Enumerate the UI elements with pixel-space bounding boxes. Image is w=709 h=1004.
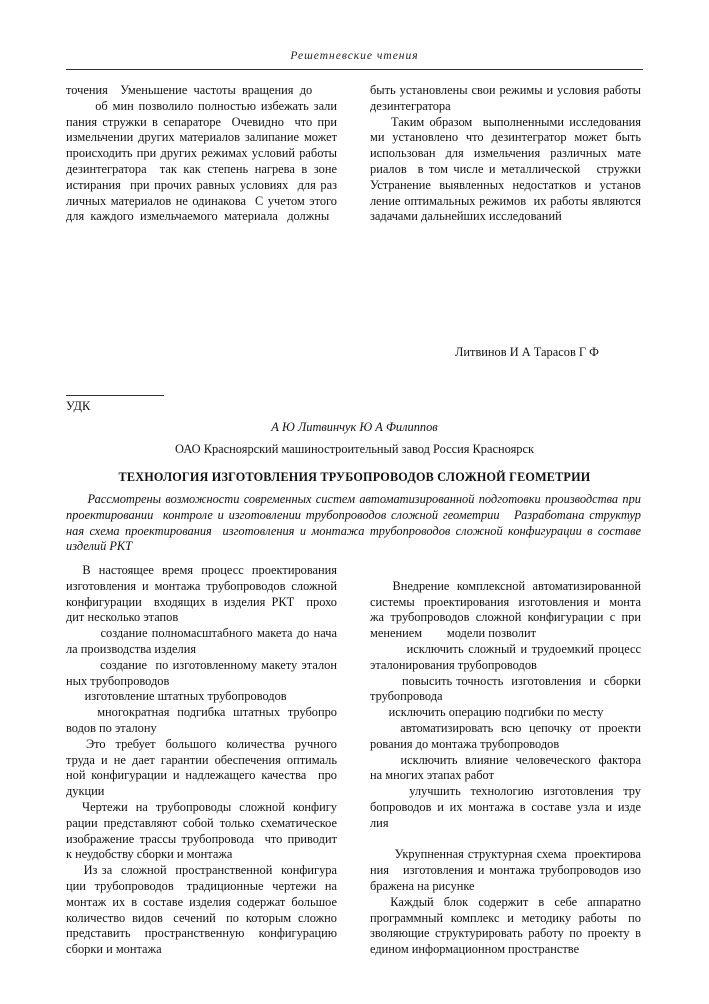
- organization: ОАО Красноярский машиностроительный завод Россия Красноярск: [175, 442, 534, 456]
- text-line: дукции: [66, 784, 105, 799]
- text-line: [370, 832, 641, 848]
- text-line: представить пространственную конфигурацию: [66, 926, 337, 941]
- text-line: менением модели позволит: [370, 626, 536, 641]
- abstract-line: Рассмотрены возможности современных систем автоматизированной подготовки производства при: [66, 492, 641, 506]
- text-line: бражена на рисунке: [370, 878, 475, 893]
- text-line: Это требует большого количества ручного: [66, 736, 337, 751]
- text-line: истирания при прочих равных условиях для раз: [66, 177, 337, 192]
- text-line: едином информационном пространстве: [370, 942, 580, 957]
- text-line: измельчении других материалов залипание может: [66, 130, 337, 145]
- header-rule: [66, 69, 643, 70]
- top-left-column: [66, 83, 337, 225]
- text-line: Чертежи на трубопроводы сложной конфигу: [66, 799, 337, 814]
- text-line: ния изготовления и монтажа трубопроводов изо: [370, 863, 641, 878]
- abstract-line: изделий РКТ: [66, 539, 133, 554]
- text-line: В настоящее время процесс проектирования: [66, 563, 337, 577]
- text-line: программный комплекс и методику работы по: [370, 910, 641, 925]
- text-line: Каждый блок содержит в себе аппаратно: [370, 894, 641, 909]
- text-line: исключить сложный и трудоемкий процесс: [370, 641, 641, 656]
- text-line: Из за сложной пространственной конфигура: [66, 863, 337, 878]
- text-line: повысить точность изготовления и сборки: [370, 673, 641, 688]
- text-line: происходить при других режимах условий работы: [66, 146, 337, 161]
- text-line: Таким образом выполненными исследования: [370, 114, 641, 129]
- text-line: ной конфигурации и надлежащего качества про: [66, 768, 337, 783]
- text-line: ции трубопроводов традиционные чертежи на: [66, 878, 337, 893]
- text-line: задачами дальнейших исследований: [370, 209, 562, 224]
- text-line: труда и не дает гарантии обеспечения оптималь: [66, 752, 337, 767]
- text-line: лия: [370, 815, 389, 830]
- abstract-line: ная схема проектирования изготовления и монтажа трубопроводов сложной конфигурации в составе: [66, 523, 641, 538]
- text-line: риалов в том числе и металлической стружки: [370, 161, 641, 176]
- udk-rule: [66, 395, 164, 396]
- text-line: пания стружки в сепараторе Очевидно что при: [66, 114, 337, 129]
- text-line: дит несколько этапов: [66, 610, 179, 625]
- text-line: конфигурации входящих в изделия РКТ прохо: [66, 594, 337, 609]
- text-line: быть установлены свои режимы и условия работы: [370, 83, 641, 97]
- text-line: бопроводов и их монтажа в составе узла и изде: [370, 799, 641, 814]
- text-line: количество видов сечений по которым сложно: [66, 910, 337, 925]
- text-line: зволяющие структурировать работу по проекту в: [370, 926, 641, 941]
- text-line: ных трубопроводов: [66, 673, 170, 688]
- authors: А Ю Литвинчук Ю А Филиппов: [271, 420, 438, 434]
- text-line: трубопровода: [370, 689, 443, 704]
- text-line: рования до монтажа трубопроводов: [370, 736, 560, 751]
- text-line: ми установлено что дезинтегратор может быть: [370, 130, 641, 145]
- text-line: исключить влияние человеческого фактора: [370, 752, 641, 767]
- text-line: сборки и монтажа: [66, 942, 162, 957]
- text-line: создание по изготовленному макету эталон: [66, 657, 337, 672]
- text-line: на многих этапах работ: [370, 768, 494, 783]
- text-line: исключить операцию подгибки по месту: [370, 705, 604, 720]
- running-header: Решетневские чтения: [290, 50, 419, 62]
- udk-label: УДК: [66, 399, 91, 413]
- text-line: использован для измельчения различных мате: [370, 146, 641, 161]
- text-line: [370, 563, 641, 579]
- text-line: дезинтегратора: [370, 98, 451, 113]
- text-line: создание полномасштабного макета до нача: [66, 626, 337, 641]
- text-line: Устранение выявленных недостатков и установ: [370, 177, 641, 192]
- text-line: личных материалов не одинакова С учетом этого: [66, 193, 337, 208]
- article-title: ТЕХНОЛОГИЯ ИЗГОТОВЛЕНИЯ ТРУБОПРОВОДОВ СЛОЖНОЙ ГЕОМЕТРИИ: [118, 470, 591, 484]
- text-line: ление оптимальных режимов их работы являются: [370, 193, 641, 208]
- top-right-column: [370, 83, 641, 225]
- text-line: автоматизировать всю цепочку от проекти: [370, 720, 641, 735]
- text-line: жа трубопроводов сложной конфигурации с при: [370, 610, 641, 625]
- body-right-column: [370, 563, 641, 958]
- text-line: для каждого измельчаемого материала должны: [66, 209, 330, 224]
- text-line: системы проектирования изготовления и монта: [370, 594, 641, 609]
- text-line: водов по эталону: [66, 720, 157, 735]
- text-line: к неудобству сборки и монтажа: [66, 847, 233, 862]
- body-left-column: [66, 563, 337, 958]
- text-line: улучшить технологию изготовления тру: [370, 784, 641, 799]
- signature: Литвинов И А Тарасов Г Ф: [455, 345, 599, 359]
- text-line: об мин позволило полностью избежать зали: [66, 98, 337, 113]
- text-line: монтаж их в составе изделия содержат большое: [66, 894, 337, 909]
- text-line: точения Уменьшение частоты вращения до: [66, 83, 313, 97]
- text-line: Укрупненная структурная схема проектирова: [370, 847, 641, 862]
- text-line: многократная подгибка штатных трубопро: [66, 705, 337, 720]
- text-line: ла производства изделия: [66, 641, 197, 656]
- abstract-line: проектировании контроле и изготовлении трубопроводов сложной геометрии Разработана структур: [66, 507, 641, 522]
- text-line: изображение трассы трубопровода что приводит: [66, 831, 337, 846]
- text-line: рации представляют собой только схематическое: [66, 815, 337, 830]
- text-line: эталонирования трубопроводов: [370, 657, 537, 672]
- text-line: изготовление штатных трубопроводов: [66, 689, 287, 704]
- text-line: изготовления и монтажа трубопроводов сложной: [66, 578, 337, 593]
- text-line: дезинтегратора так как степень нагрева в зоне: [66, 161, 337, 176]
- text-line: Внедрение комплексной автоматизированной: [370, 578, 641, 593]
- abstract: [66, 492, 641, 555]
